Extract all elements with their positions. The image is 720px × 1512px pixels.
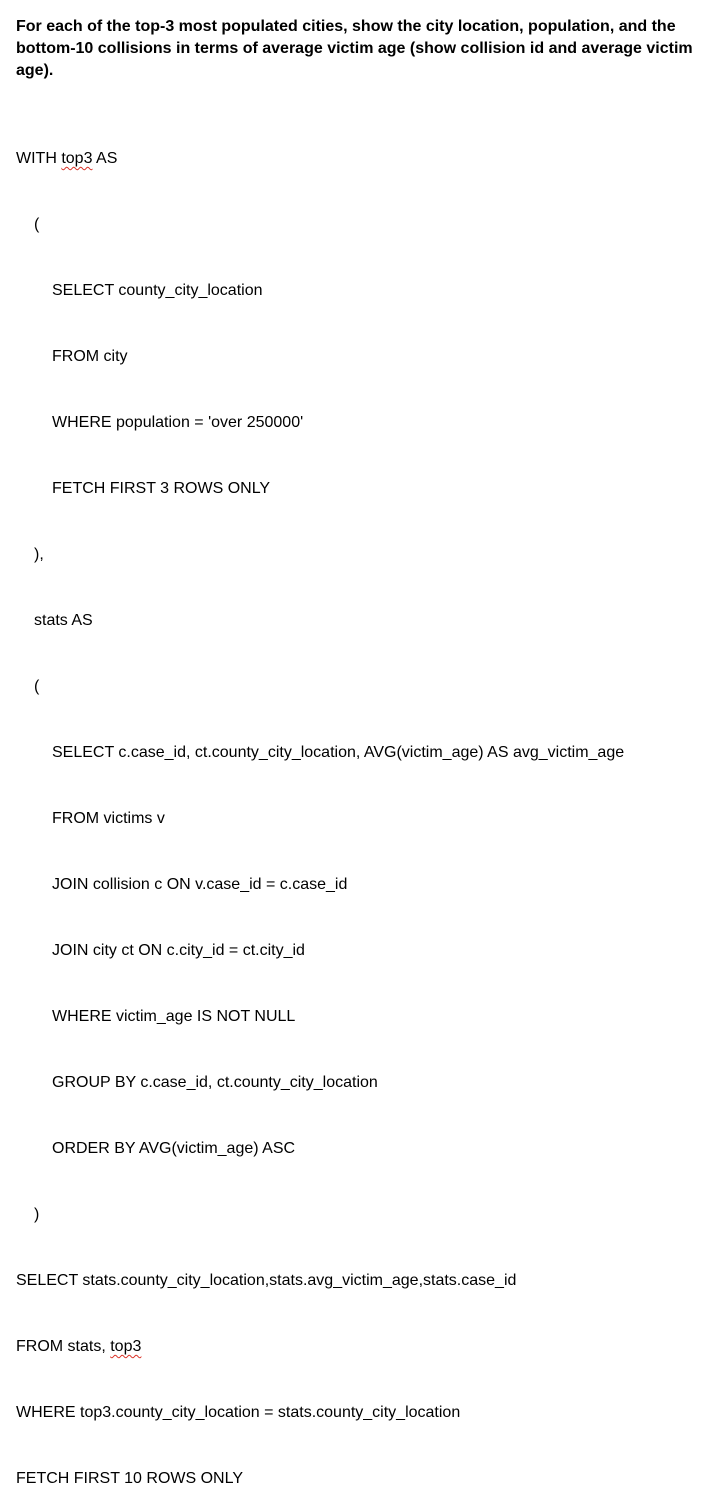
sql-main-from-top3-misspelled: top3: [110, 1338, 142, 1355]
sql-line-close-paren-1: ),: [34, 546, 44, 563]
sql-with-keyword: WITH: [16, 150, 62, 167]
sql-line-cte2-select: SELECT c.case_id, ct.county_city_location, AVG(victim_age) AS avg_victim_age: [52, 744, 625, 761]
sql-line-cte2-order: ORDER BY AVG(victim_age) ASC: [52, 1140, 296, 1157]
sql-query-block: [16, 104, 624, 1512]
sql-line-open-paren-2: (: [34, 678, 40, 695]
sql-line-cte2-from: FROM victims v: [52, 810, 165, 827]
sql-line-cte2-group: GROUP BY c.case_id, ct.county_city_location: [52, 1074, 378, 1091]
sql-line-cte1-select: SELECT county_city_location: [52, 282, 263, 299]
sql-line-cte1-fetch: FETCH FIRST 3 ROWS ONLY: [52, 480, 271, 497]
sql-line-with: [16, 148, 624, 170]
sql-main-from-prefix: FROM stats,: [16, 1338, 111, 1355]
sql-line-cte2-join2: JOIN city ct ON c.city_id = ct.city_id: [52, 942, 305, 959]
sql-cte1-name-misspelled: top3: [61, 150, 93, 167]
sql-line-close-paren-2: ): [34, 1206, 40, 1223]
sql-line-main-where: WHERE top3.county_city_location = stats.county_city_location: [16, 1404, 461, 1421]
sql-line-main-select: SELECT stats.county_city_location,stats.avg_victim_age,stats.case_id: [16, 1272, 517, 1289]
sql-line-cte2-header: stats AS: [34, 612, 93, 629]
sql-line-cte1-where: WHERE population = 'over 250000': [52, 414, 304, 431]
question-text: For each of the top-3 most populated cities, show the city location, population, and the bottom-10 collisions in terms of average victim age (show collision id and average victim age).: [16, 18, 693, 79]
sql-line-cte2-join1: JOIN collision c ON v.case_id = c.case_id: [52, 876, 348, 893]
sql-line-open-paren-1: (: [34, 216, 40, 233]
sql-line-main-fetch: FETCH FIRST 10 ROWS ONLY: [16, 1470, 243, 1487]
sql-line-cte1-from: FROM city: [52, 348, 128, 365]
sql-cte1-as: AS: [92, 150, 118, 167]
sql-line-main-from: [16, 1336, 624, 1358]
sql-line-cte2-where: WHERE victim_age IS NOT NULL: [52, 1008, 296, 1025]
